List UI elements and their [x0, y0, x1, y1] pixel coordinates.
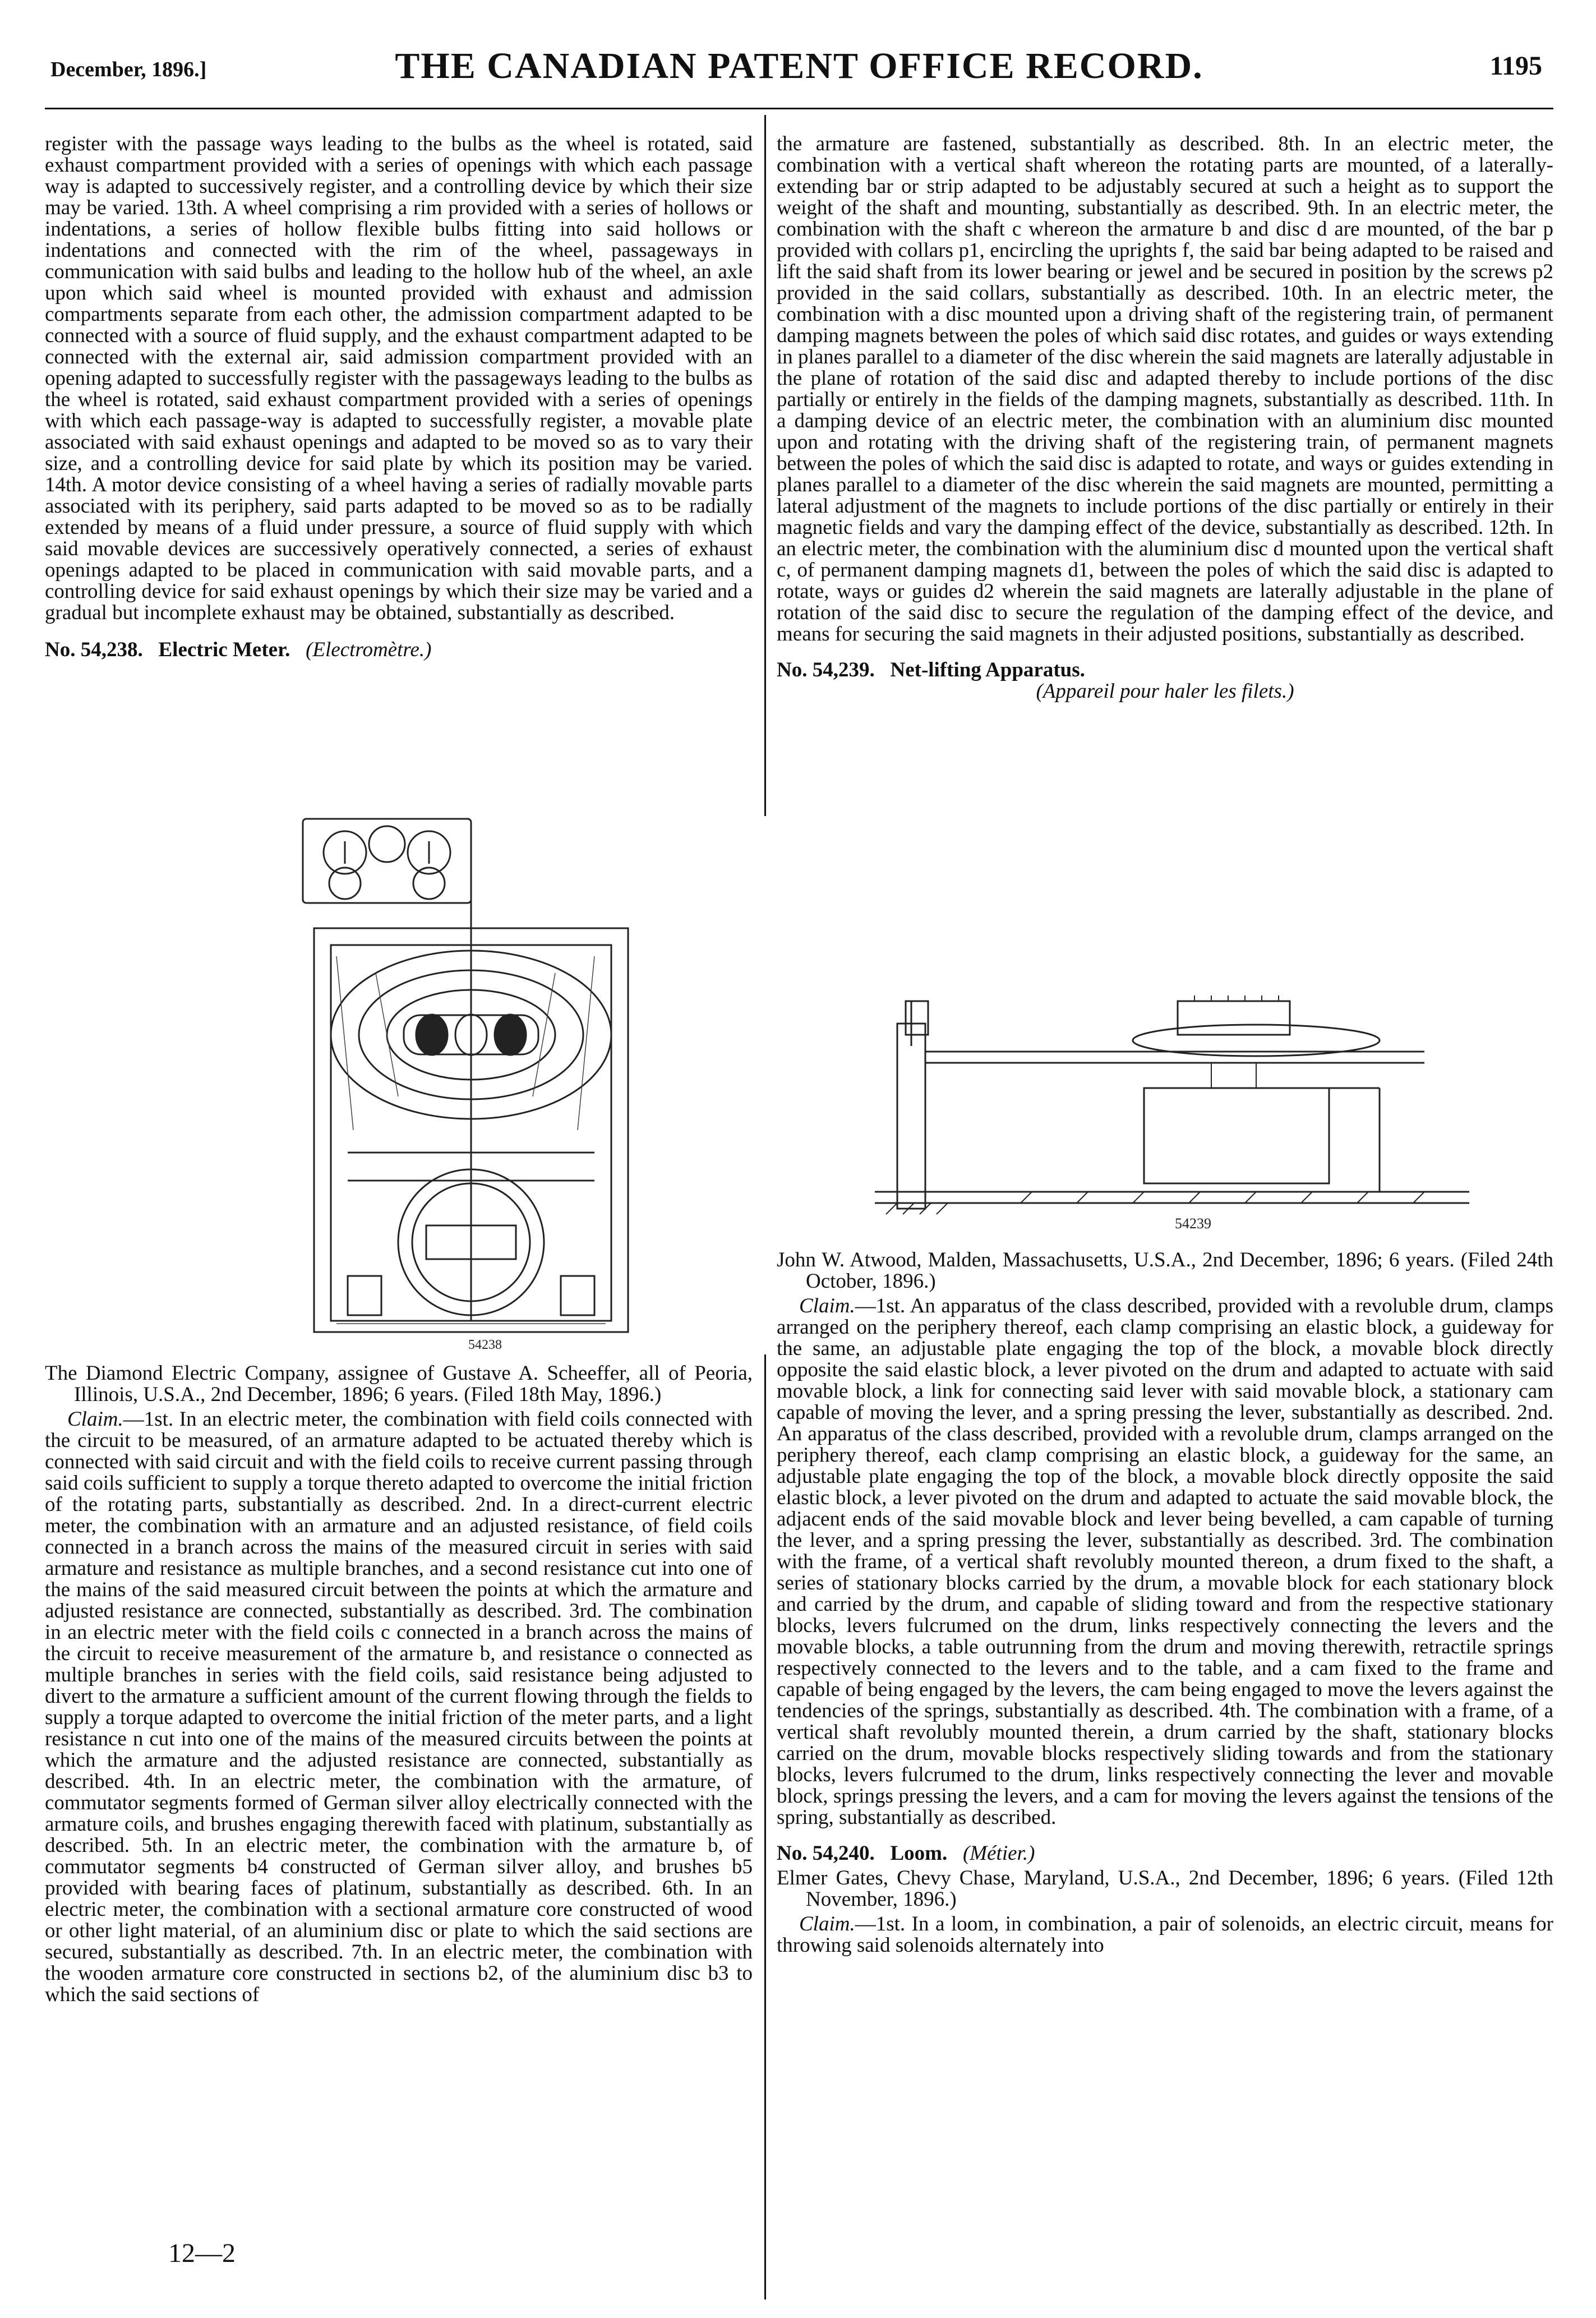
entry-title: Net-lifting Apparatus.: [890, 658, 1085, 681]
entry-french-title: (Electromètre.): [306, 638, 432, 661]
entry-number: No. 54,240.: [777, 1842, 875, 1865]
left-column-lower: [45, 1363, 753, 2006]
continuation-text-left: register with the passage ways leading to the bulbs as the wheel is rotated, said exhaust compartment provided with a series of openings with which each passage way is adapted to successively register, and a controlling device by which their size may be varied. 13th. A wheel comprising a rim provided with a series of hollows or indentations, a series of hollow flexible bulbs fitting into said hollows or indentations and connected with the rim of the wheel, passageways in communication with said bulbs and leading to the hollow hub of the wheel, an axle upon which said wheel is mounted provided with exhaust and admission compartments separate from each other, the admission compartment adapted to be connected with a source of fluid supply, and the exhaust compartment adapted to be connected with the external air, said admission compartment provided with an opening adapted to successfully register with the passageways leading to the bulbs as the wheel is rotated, said exhaust compartment provided with a series of openings with which each passage-way is adapted to successfully register, a movable plate associated with said exhaust openings and adapted to be moved so as to vary their size, and a controlling device for said plate by which its position may be varied. 14th. A motor device consisting of a wheel having a series of radially movable parts associated with its periphery, said parts adapted to be moved so as to be radially extended by means of a fluid under pressure, a source of fluid supply with which said movable devices are successively operatively connected, a series of exhaust openings adapted to be placed in communication with said movable parts, and a controlling device for said exhaust openings by which their size may be varied and a gradual but incomplete exhaust may be obtained, substantially as described.: [45, 132, 753, 624]
figure-number-label: 54239: [1175, 1215, 1211, 1232]
header-rule: [45, 108, 1553, 109]
publication-title: THE CANADIAN PATENT OFFICE RECORD.: [395, 45, 1203, 86]
entry-french-title: (Appareil pour haler les filets.): [1036, 680, 1294, 703]
entry-heading-54240: [777, 1843, 1553, 1864]
claim-text: —1st. In a loom, in combination, a pair of solenoids, an electric circuit, means for throwing said solenoids alternately into: [777, 1913, 1553, 1957]
figure-number-label: 54238: [468, 1338, 502, 1352]
page-header: [45, 45, 1553, 90]
page-number: 1195: [1489, 51, 1542, 81]
claim-label: Claim.: [799, 1913, 855, 1935]
net-lifting-figure: [864, 979, 1480, 1242]
right-column-lower: [777, 1250, 1553, 1956]
issue-date: December, 1896.]: [50, 58, 207, 81]
patentee-54238: The Diamond Electric Company, assignee of Gustave A. Scheeffer, all of Peoria, Illinois, U.S.A., 2nd December, 1896; 6 years. (Filed 18th May, 1896.): [45, 1362, 753, 1406]
left-column: [45, 133, 753, 661]
right-column: [777, 133, 1553, 702]
signature-mark: 12—2: [168, 2238, 236, 2268]
claim-text: —1st. An apparatus of the class described, provided with a revoluble drum, clamps arranged on the periphery thereof, each clamp comprising an elastic block, a guideway for the same, an adjustable plate engaging the top of the block, a movable block directly opposite the said elastic block, a lever pivoted on the drum and adapted to actuate with said movable block, a link for connecting said lever with said movable block, a stationary cam capable of moving the lever, and a spring pressing the lever, substantially as described. 2nd. An apparatus of the class described, provided with a revoluble drum, clamps arranged on the periphery thereof, each clamp comprising an elastic block, a guideway for the same, an adjustable plate engaging the top of the block, a movable block directly opposite the said elastic block, a lever pivoted on the drum and adapted to actuate the said movable block, the adjacent ends of the said movable block and lever being bevelled, a cam capable of turning the lever, and a spring pressing the lever, substantially as described. 3rd. The combination with the frame, of a vertical shaft revolubly mounted thereon, a drum fixed to the shaft, a series of stationary blocks carried by the drum, a movable block for each stationary block and carried by the drum, and capable of sliding toward and from the respective stationary blocks, levers fulcrumed on the drum, links respectively connecting the levers and the movable blocks, a table outrunning from the drum and moving therewith, retractile springs respectively connected to the levers and to the table, and a cam fixed to the frame and capable of being engaged by the levers, the cam being engaged to move the levers against the tendencies of the springs, substantially as described. 4th. The combination with a frame, of a vertical shaft revolubly mounted therein, a drum carried by the shaft, stationary blocks carried on the drum, movable blocks respectively sliding towards and from the stationary blocks, levers fulcrumed to the drum, links respectively connecting the lever and movable block, springs pressing the levers, and a cam for moving the levers against the tensions of the spring, substantially as described.: [777, 1294, 1553, 1829]
entry-title: Electric Meter.: [158, 638, 290, 661]
entry-french-title: (Métier.): [962, 1842, 1035, 1865]
patentee-54239: John W. Atwood, Malden, Massachusetts, U.S.A., 2nd December, 1896; 6 years. (Filed 24th October, 1896.): [777, 1248, 1553, 1293]
entry-heading-54238: [45, 639, 753, 661]
patentee-54240: Elmer Gates, Chevy Chase, Maryland, U.S.A., 2nd December, 1896; 6 years. (Filed 12th November, 1896.): [777, 1867, 1553, 1911]
entry-number: No. 54,238.: [45, 638, 143, 661]
claims-54238: [45, 1409, 753, 2006]
claims-54240: [777, 1914, 1553, 1956]
entry-number: No. 54,239.: [777, 658, 875, 681]
entry-title: Loom.: [890, 1842, 948, 1865]
claim-label: Claim.: [799, 1294, 855, 1317]
claim-label: Claim.: [67, 1408, 123, 1431]
electric-meter-figure: [292, 816, 774, 1354]
continuation-text-right: the armature are fastened, substantially as described. 8th. In an electric meter, the combination with a vertical shaft whereon the rotating parts are mounted, of a laterally-extending bar or strip adapted to be adjustably secured at such a height as to support the weight of the shaft and mounting, substantially as described. 9th. In an electric meter, the combination with the shaft c whereon the armature b and disc d are mounted, of the bar p provided with collars p1, encircling the uprights f, the said bar being adapted to be raised and lift the said shaft from its lower bearing or jewel and be secured in position by the screws p2 provided in the said collars, substantially as described. 10th. In an electric meter, the combination with a disc mounted upon a driving shaft of the registering train, of permanent damping magnets between the poles of which said disc rotates, and guides or ways extending in planes parallel to a diameter of the disc wherein the said magnets are laterally adjustable in the plane of rotation of the said disc and adapted thereby to include portions of the disc partially or entirely in the fields of the damping magnets, substantially as described. 11th. In a damping device of an electric meter, the combination with an aluminium disc mounted upon and rotating with the driving shaft of the registering train, of permanent magnets between the poles of which the said disc is adapted to rotate, and ways or guides extending in planes parallel to a diameter of the disc wherein the said magnets are mounted, permitting a lateral adjustment of the magnets to include portions of the disc partially or entirely in their magnetic fields and vary the damping effect of the device, substantially as described. 12th. In an electric meter, the combination with the aluminium disc d mounted upon the vertical shaft c, of permanent damping magnets d1, between the poles of which the said disc is adapted to rotate, ways or guides d2 wherein the said magnets are laterally adjustable in the plane of rotation of the said disc to secure the regulation of the damping effect of the device, and means for securing the said magnets in their adjusted positions, substantially as described.: [777, 132, 1553, 646]
claims-54239: [777, 1296, 1553, 1828]
claim-text: —1st. In an electric meter, the combination with field coils connected with the circuit to be measured, of an armature adapted to be actuated thereby which is connected with said circuit and with the field coils to receive current passing through said coils sufficient to supply a torque thereto adapted to overcome the initial friction of the rotating parts, substantially as described. 2nd. In a direct-current electric meter, the combination with an armature and an adjusted resistance, of field coils connected in a branch across the mains of the measured circuit in series with said armature and resistance as multiple branches, and a second resistance cut into one of the mains of the said measured circuit between the points at which the armature and adjusted resistance are connected, substantially as described. 3rd. The combination in an electric meter with the field coils c connected in a branch across the mains of the circuit to receive measurement of the armature b, and resistance o connected as multiple branches in series with the field coils, said resistance being adjusted to divert to the armature a sufficient amount of the current flowing through the fields to supply a torque adapted to overcome the initial friction of the meter parts, and a light resistance n cut into one of the mains of the measured circuits between the points at which the armature and the adjusted resistance are connected, substantially as described. 4th. In an electric meter, the combination with the armature, of commutator segments formed of German silver alloy electrically connected with the armature coils, and brushes engaging therewith faced with platinum, substantially as described. 5th. In an electric meter, the combination with the armature b, of commutator segments b4 constructed of German silver alloy, and brushes b5 provided with bearing faces of platinum, substantially as described. 6th. In an electric meter, the combination with a sectional armature core constructed of wood or other light material, of an aluminium disc or plate to which the said sections are secured, substantially as described. 7th. In an electric meter, the combination with the wooden armature core constructed in sections b2, of the aluminium disc b3 to which the said sections of: [45, 1408, 753, 2006]
entry-heading-54239: [777, 660, 1553, 681]
